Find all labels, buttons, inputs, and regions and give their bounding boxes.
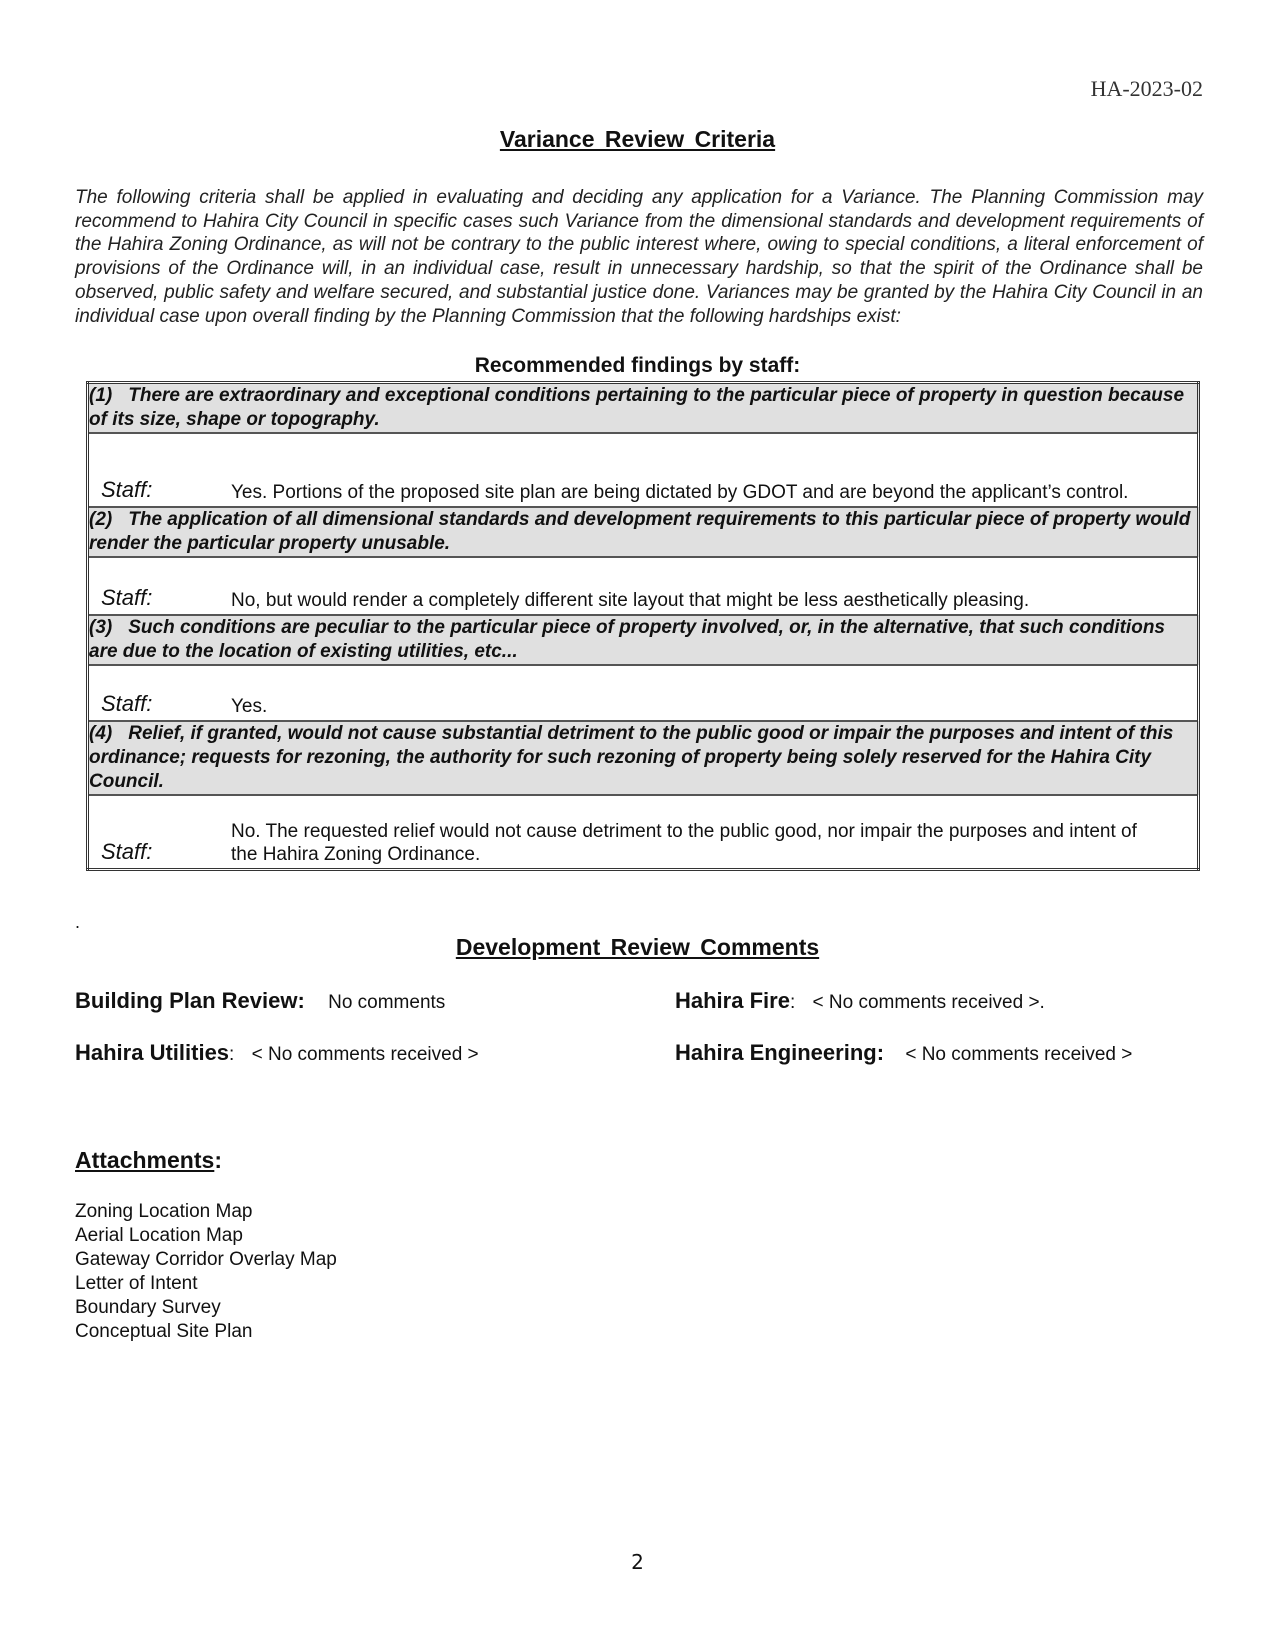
attachment-item: Letter of Intent (75, 1273, 198, 1294)
attachment-item: Boundary Survey (75, 1297, 221, 1318)
fire-review-colon: : (789, 992, 796, 1013)
utilities-review-label: Hahira Utilities (75, 1040, 230, 1065)
criterion-row (88, 507, 1199, 557)
staff-label: Staff: (101, 691, 153, 716)
variance-intro: The following criteria shall be applied in evaluating and deciding any application for a Variance. The Planning Commission may recommend to Hahira City Council in specific cases such Variance from the dimensional standards and development requirements of the Hahira Zoning Ordinance, as will not be contrary to the public interest where, owing to special conditions, a literal enforcement of provisions of the Ordinance will, in an individual case, result in unnecessary hardship, so that the spirit of the Ordinance shall be observed, public safety and welfare secured, and substantial justice done. Variances may be granted by the Hahira City Council in an individual case upon overall finding by the Planning Commission that the following hardships exist: (75, 187, 1203, 327)
attachments-list (75, 1200, 337, 1344)
staff-finding-row (88, 433, 1199, 507)
page-number: 2 (631, 1550, 644, 1574)
criterion-number: (2) (89, 509, 113, 530)
attachment-item: Conceptual Site Plan (75, 1321, 253, 1342)
staff-finding: Yes. Portions of the proposed site plan are being dictated by GDOT and are beyond the applicant’s control. (231, 482, 1129, 503)
staff-finding: No. The requested relief would not cause detriment to the public good, nor impair the purposes and intent of the Hahira Zoning Ordinance. (231, 821, 1137, 865)
staff-label: Staff: (101, 477, 153, 502)
building-plan-review (75, 988, 445, 1014)
criterion-row (88, 615, 1199, 665)
staff-finding-row (88, 795, 1199, 870)
utilities-review-colon: : (229, 1044, 235, 1065)
building-review-label: Building Plan Review: (75, 988, 305, 1013)
fire-review-value: < No comments received >. (812, 992, 1045, 1013)
criterion-row (88, 721, 1199, 795)
staff-finding-row (88, 665, 1199, 721)
attachment-item: Aerial Location Map (75, 1225, 243, 1246)
staff-finding: Yes. (231, 696, 268, 717)
staff-label: Staff: (101, 585, 153, 610)
variance-title: Variance Review Criteria (499, 126, 776, 152)
engineering-review-value: < No comments received > (905, 1044, 1133, 1065)
criterion-text: Such conditions are peculiar to the particular piece of property involved, or, in the alternative, that such conditions are due to the location of existing utilities, etc... (89, 617, 1165, 662)
findings-heading: Recommended findings by staff: (474, 354, 801, 377)
criterion-number: (4) (89, 723, 113, 744)
staff-label: Staff: (101, 839, 153, 864)
criteria-table (86, 381, 1200, 871)
document-id: HA-2023-02 (1090, 76, 1203, 101)
attachment-item: Zoning Location Map (75, 1201, 253, 1222)
staff-finding-row (88, 557, 1199, 615)
criterion-number: (1) (89, 385, 113, 406)
attachment-item: Gateway Corridor Overlay Map (75, 1249, 337, 1270)
criterion-number: (3) (89, 617, 113, 638)
separator-dot: . (75, 912, 81, 932)
building-review-value: No comments (328, 992, 446, 1013)
fire-review-label: Hahira Fire (675, 988, 790, 1013)
criterion-row (88, 383, 1199, 434)
engineering-review-label: Hahira Engineering: (675, 1040, 885, 1065)
utilities-review (75, 1040, 479, 1066)
development-title: Development Review Comments (455, 934, 820, 960)
criterion-text: There are extraordinary and exceptional conditions pertaining to the particular piece of property in question because of its size, shape or topography. (89, 385, 1185, 430)
criterion-text: The application of all dimensional standards and development requirements to this particular piece of property would render the particular property unusable. (89, 509, 1191, 554)
staff-finding: No, but would render a completely different site layout that might be less aesthetically pleasing. (231, 590, 1030, 611)
engineering-review (675, 1040, 1132, 1066)
utilities-review-value: < No comments received > (251, 1044, 479, 1065)
fire-review (675, 988, 1045, 1014)
attachments-title: Attachments: (75, 1147, 222, 1173)
criterion-text: Relief, if granted, would not cause substantial detriment to the public good or impair the purposes and intent of this ordinance; requests for rezoning, the authority for such rezoning of property being solely reserved for the Hahira City Council. (89, 723, 1174, 792)
